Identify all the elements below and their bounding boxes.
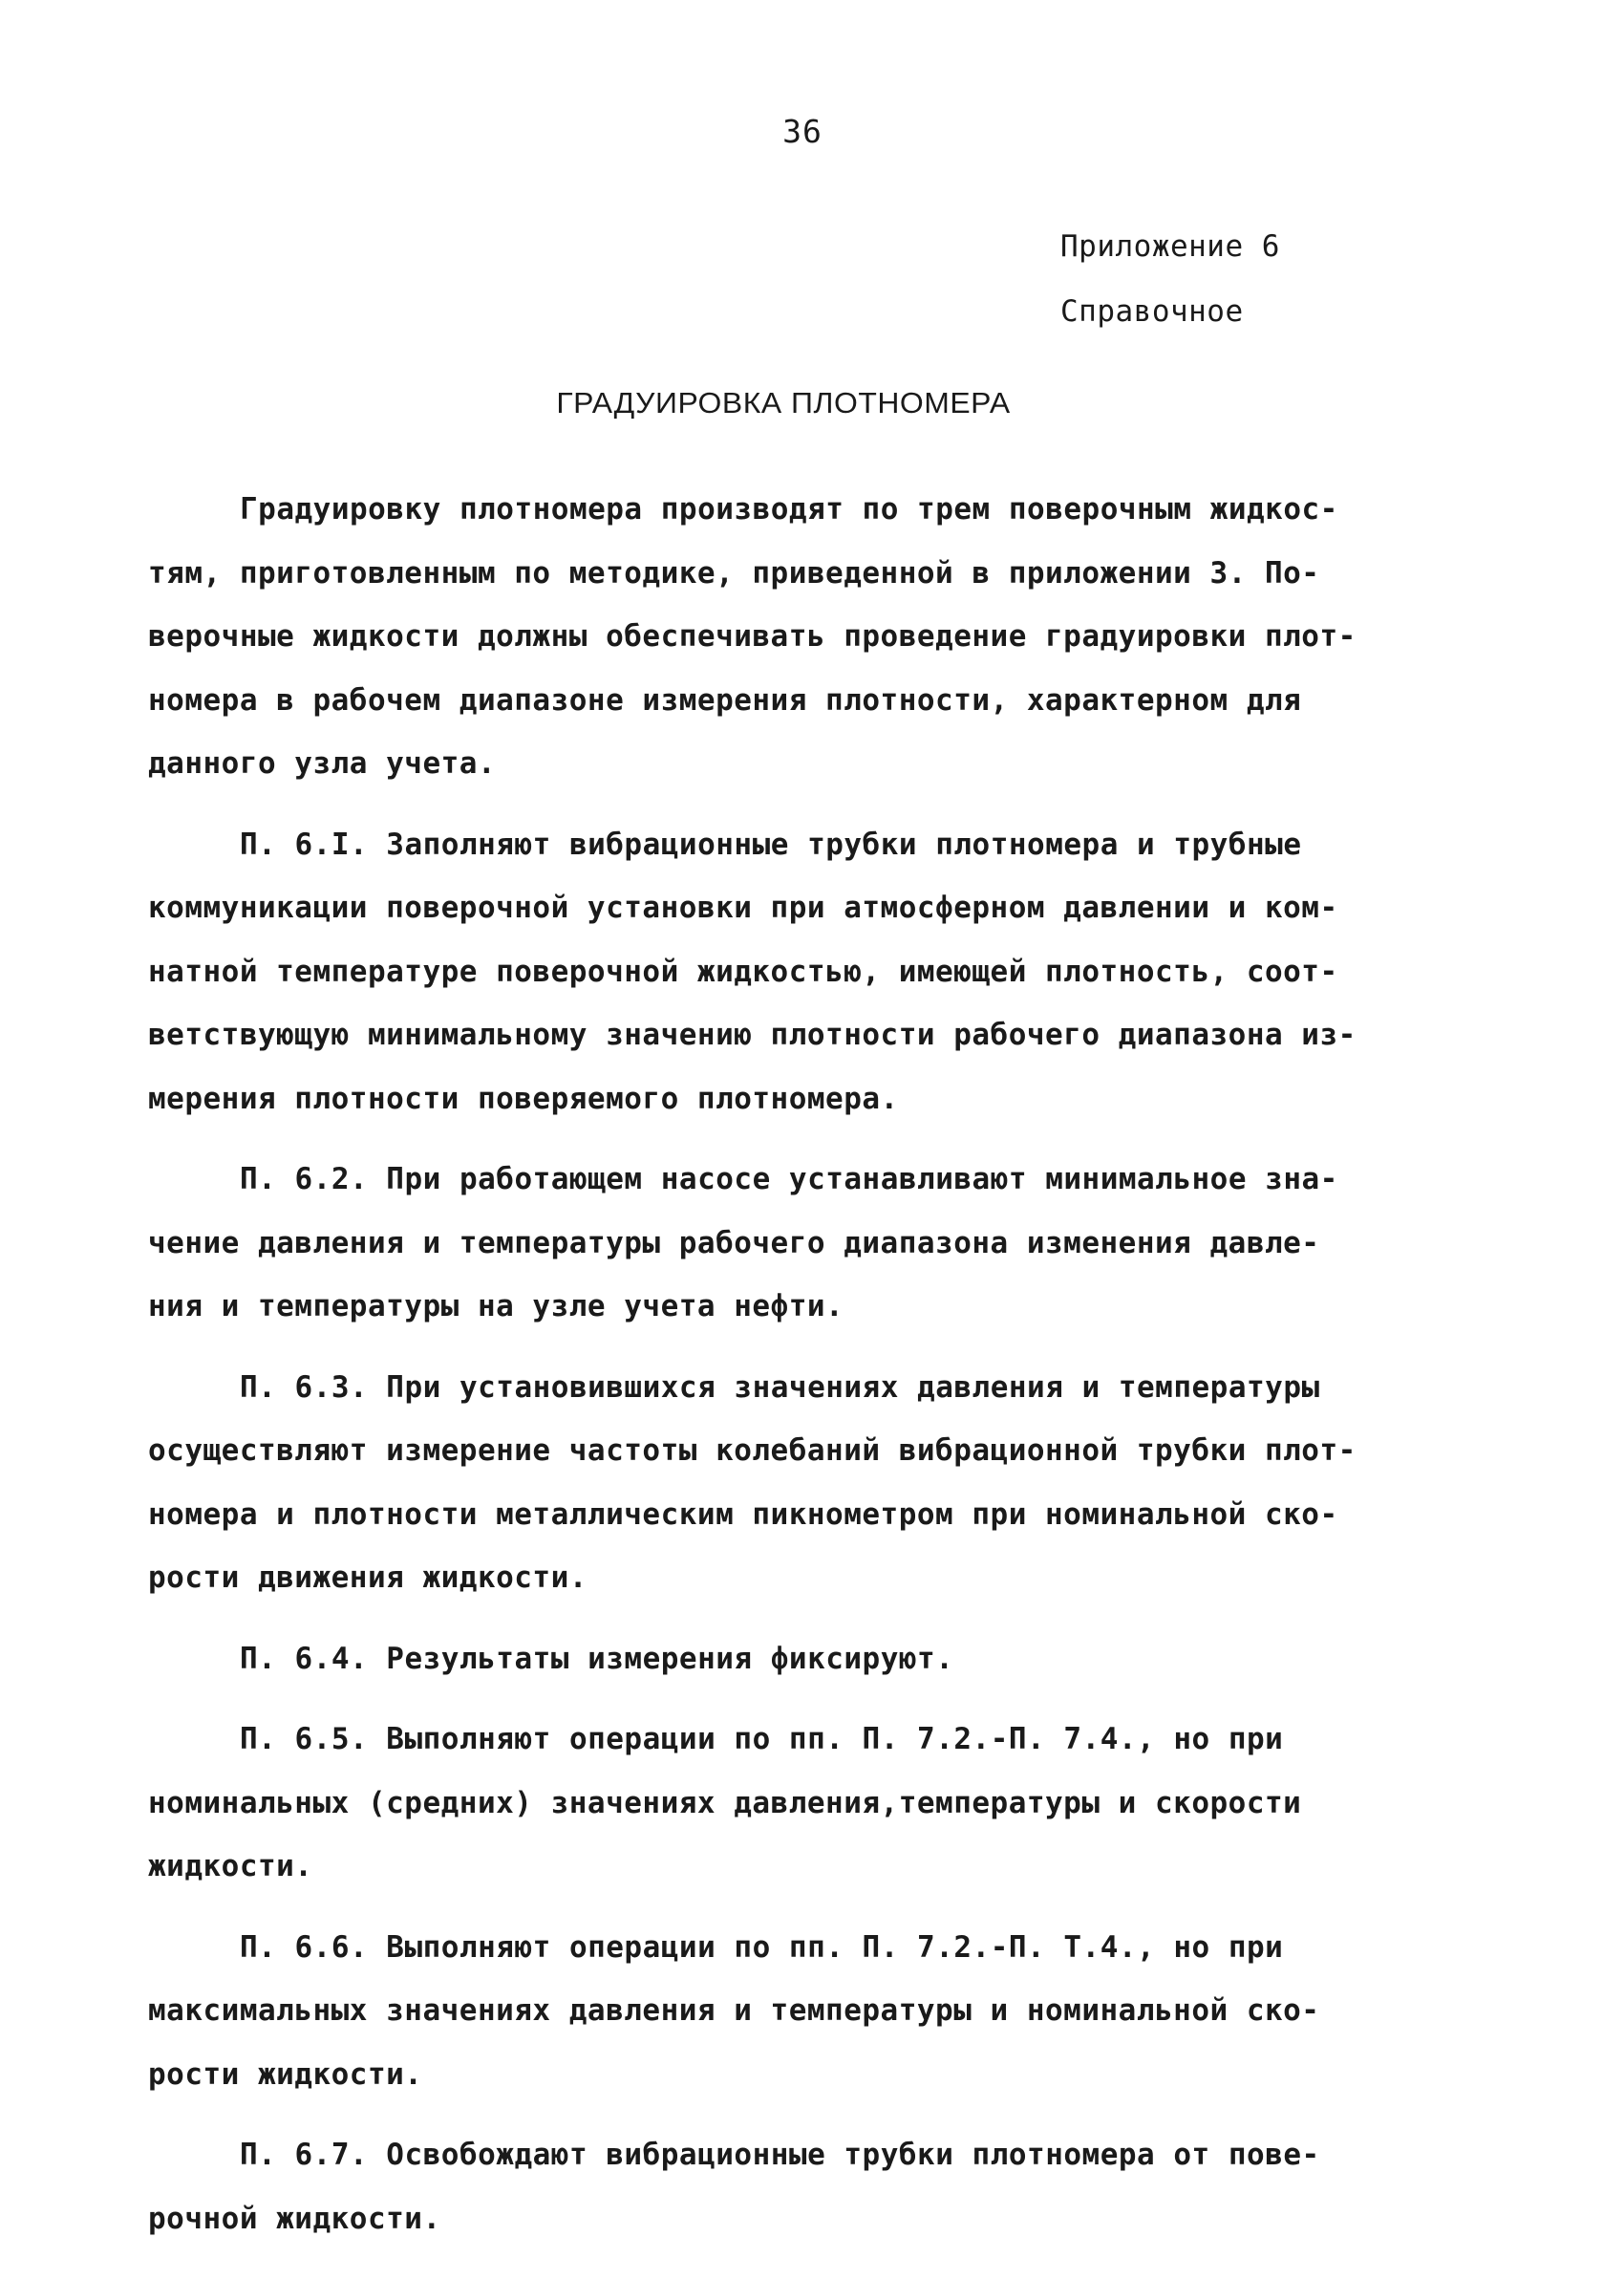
document-title: ГРАДУИРОВКА ПЛОТНОМЕРА bbox=[556, 386, 1011, 419]
paragraph-line: П. 6.5. Выполняют операции по пп. П. 7.2.-П. 7.4., но при bbox=[240, 1722, 1284, 1756]
page-number: 36 bbox=[782, 113, 823, 150]
paragraph bbox=[148, 478, 1438, 796]
paragraph-line: тям, приготовленным по методике, приведенной в приложении 3. По- bbox=[148, 555, 1320, 591]
document-body bbox=[148, 478, 1438, 2268]
paragraph-line: П. 6.2. При работающем насосе устанавливают минимальное зна- bbox=[240, 1162, 1338, 1196]
paragraph-line: жидкости. bbox=[148, 1849, 313, 1883]
paragraph-line: номинальных (средних) значениях давления,температуры и скорости bbox=[148, 1785, 1302, 1820]
paragraph-line: осуществляют измерение частоты колебаний вибрационной трубки плот- bbox=[148, 1433, 1357, 1468]
paragraph bbox=[148, 1148, 1438, 1339]
paragraph-line: номера в рабочем диапазоне измерения плотности, характерном для bbox=[148, 682, 1302, 718]
appendix-label: Приложение 6 bbox=[1060, 229, 1280, 264]
paragraph-line: рости жидкости. bbox=[148, 2056, 423, 2092]
paragraph-line: П. 6.I. Заполняют вибрационные трубки плотномера и трубные bbox=[240, 827, 1302, 862]
paragraph bbox=[148, 1627, 1438, 1691]
paragraph bbox=[148, 1708, 1438, 1899]
paragraph-line: максимальных значениях давления и температуры и номинальной ско- bbox=[148, 1993, 1320, 2028]
paragraph bbox=[148, 1916, 1438, 2107]
paragraph bbox=[148, 1356, 1438, 1610]
paragraph-line: коммуникации поверочной установки при атмосферном давлении и ком- bbox=[148, 891, 1338, 925]
paragraph-line: натной температуре поверочной жидкостью, имеющей плотность, соот- bbox=[148, 954, 1338, 989]
paragraph-line: П. 6.6. Выполняют операции по пп. П. 7.2.-П. Т.4., но при bbox=[240, 1929, 1284, 1965]
paragraph-line: мерения плотности поверяемого плотномера. bbox=[148, 1081, 899, 1116]
paragraph-line: рости движения жидкости. bbox=[148, 1560, 588, 1595]
paragraph-line: ветствующую минимальному значению плотности рабочего диапазона из- bbox=[148, 1018, 1357, 1052]
paragraph-line: номера и плотности металлическим пикнометром при номинальной ско- bbox=[148, 1496, 1338, 1532]
paragraph-line: П. 6.4. Результаты измерения фиксируют. bbox=[240, 1641, 954, 1676]
paragraph-line: П. 6.3. При установившихся значениях давления и температуры bbox=[240, 1369, 1320, 1405]
appendix-kind: Справочное bbox=[1060, 294, 1244, 329]
paragraph-line: данного узла учета. bbox=[148, 746, 497, 781]
paragraph-line: рочной жидкости. bbox=[148, 2201, 441, 2236]
paragraph-line: чение давления и температуры рабочего диапазона изменения давле- bbox=[148, 1225, 1320, 1260]
paragraph bbox=[148, 2123, 1438, 2250]
paragraph bbox=[148, 813, 1438, 1131]
paragraph-line: верочные жидкости должны обеспечивать проведение градуировки плот- bbox=[148, 619, 1357, 654]
paragraph-line: Градуировку плотномера производят по трем поверочным жидкос- bbox=[240, 492, 1338, 527]
paragraph-line: П. 6.7. Освобождают вибрационные трубки плотномера от пове- bbox=[240, 2138, 1320, 2172]
paragraph-line: ния и температуры на узле учета нефти. bbox=[148, 1289, 844, 1323]
